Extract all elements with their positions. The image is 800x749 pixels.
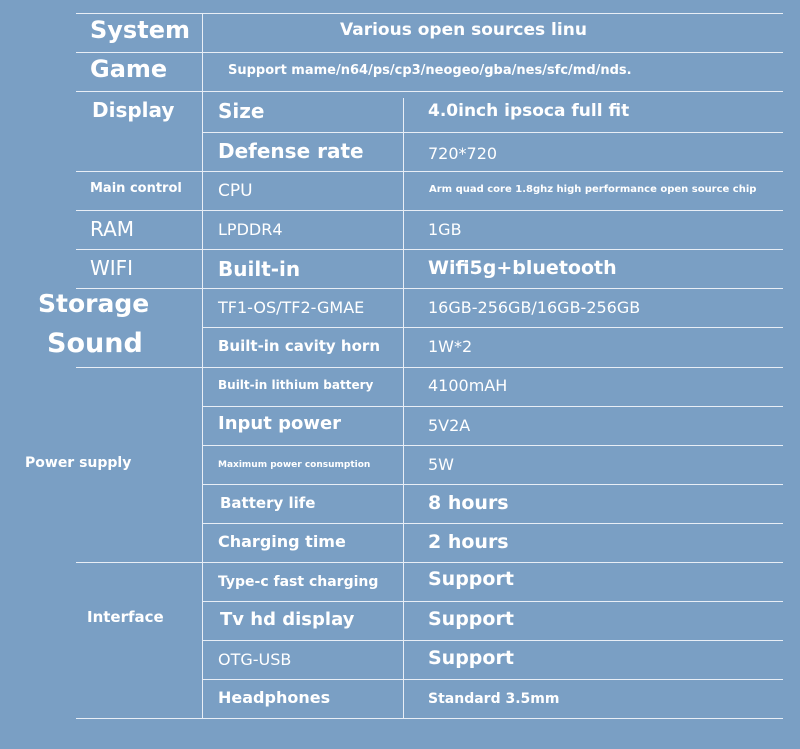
row-divider xyxy=(76,52,783,53)
row-sub-label: Built-in lithium battery xyxy=(218,378,374,392)
row-divider xyxy=(76,91,783,92)
row-value: 5W xyxy=(428,455,454,474)
row-sub-label: Built-in cavity horn xyxy=(218,337,380,355)
row-divider xyxy=(76,367,783,368)
row-divider xyxy=(76,718,783,719)
row-value: Support xyxy=(428,608,514,630)
row-divider xyxy=(203,523,783,524)
row-sub-label: OTG-USB xyxy=(218,650,292,669)
row-label: Game xyxy=(90,55,168,83)
row-divider xyxy=(203,640,783,641)
row-divider xyxy=(203,484,783,485)
row-sub-label: LPDDR4 xyxy=(218,220,283,239)
row-sub-label: Tv hd display xyxy=(220,609,355,630)
row-sub-label: Charging time xyxy=(218,532,346,551)
row-sub-label: Type-c fast charging xyxy=(218,574,379,590)
row-value: Various open sources linu xyxy=(340,20,587,40)
row-sub-label: Headphones xyxy=(218,688,331,707)
row-value: Support xyxy=(428,568,514,590)
row-divider xyxy=(203,406,783,407)
row-label: System xyxy=(90,16,190,44)
row-sub-label: CPU xyxy=(218,181,253,201)
row-value: Standard 3.5mm xyxy=(428,691,560,707)
row-sub-label: Input power xyxy=(218,413,342,434)
row-value: Arm quad core 1.8ghz high performance open source chip xyxy=(429,184,757,195)
row-value: Support mame/n64/ps/cp3/neogeo/gba/nes/sfc/md/nds. xyxy=(228,63,632,78)
row-divider xyxy=(76,249,783,250)
row-value: 8 hours xyxy=(428,492,509,514)
row-label: Interface xyxy=(87,608,164,626)
row-sub-label: Battery life xyxy=(220,494,316,512)
row-label: RAM xyxy=(90,217,135,241)
row-divider xyxy=(76,13,783,14)
row-value: 1W*2 xyxy=(428,337,473,356)
row-value: 4.0inch ipsoca full fit xyxy=(428,101,630,121)
row-sub-label: TF1-OS/TF2-GMAE xyxy=(218,298,365,317)
column-divider xyxy=(403,98,404,718)
row-label: Power supply xyxy=(25,455,132,471)
row-divider xyxy=(76,562,783,563)
row-divider xyxy=(76,171,783,172)
row-value: 4100mAH xyxy=(428,376,508,395)
row-divider xyxy=(203,679,783,680)
row-divider xyxy=(76,210,783,211)
row-label: Sound xyxy=(47,328,143,359)
row-divider xyxy=(203,132,783,133)
row-value: Support xyxy=(428,647,514,669)
row-value: Wifi5g+bluetooth xyxy=(428,257,617,279)
row-label: Display xyxy=(92,98,175,122)
row-label: Storage xyxy=(38,289,150,318)
row-value: 1GB xyxy=(428,220,462,239)
row-sub-label: Size xyxy=(218,99,265,123)
row-label: Main control xyxy=(90,181,182,196)
row-label: WIFI xyxy=(90,256,134,280)
row-divider xyxy=(203,445,783,446)
row-divider xyxy=(76,288,783,289)
row-sub-label: Defense rate xyxy=(218,139,364,163)
row-sub-label: Maximum power consumption xyxy=(218,460,371,470)
row-divider xyxy=(203,327,783,328)
row-divider xyxy=(203,601,783,602)
row-value: 720*720 xyxy=(428,144,498,163)
column-divider xyxy=(202,91,203,718)
row-sub-label: Built-in xyxy=(218,257,301,281)
row-value: 16GB-256GB/16GB-256GB xyxy=(428,298,641,317)
column-divider xyxy=(202,13,203,91)
row-value: 5V2A xyxy=(428,416,471,435)
row-value: 2 hours xyxy=(428,531,509,553)
